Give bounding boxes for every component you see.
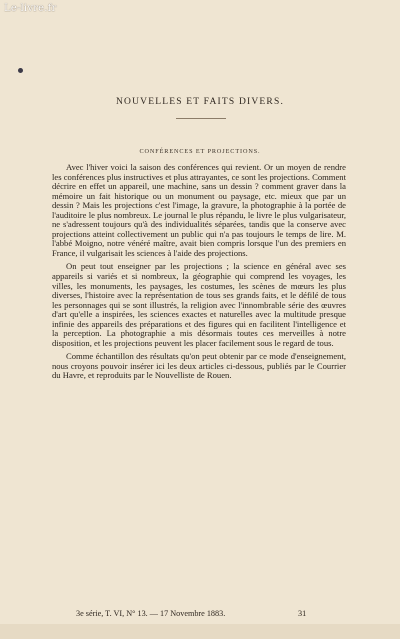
paragraph: On peut tout enseigner par les projections ; la science en général avec ses appareils si variés et si nombreux, la géographie qui comprend les voyages, les villes, les monuments, les paysages, les costumes, les scènes de mœurs les plus diverses, l'histoire avec la représentation de tous ses grands faits, et le défilé de tous les personnages qui se sont illustrés, la religion avec l'innombrable série des œuvres d'art qu'elle a inspirées, les sciences exactes et naturelles avec la multitude presque infinie des appareils des préparations et des figures qui en facilitent l'intelligence et la perception. La photographie a mis désormais toutes ces merveilles à notre disposition, et les projections peuvent les placer facilement sous le regard de tous. bbox=[52, 261, 346, 348]
page-number: 31 bbox=[298, 609, 307, 618]
section-title: NOUVELLES ET FAITS DIVERS. bbox=[115, 97, 285, 107]
ink-speck bbox=[18, 68, 23, 73]
watermark: Le-livre.fr bbox=[4, 3, 57, 14]
page-bottom-edge bbox=[0, 624, 400, 639]
paragraph: Comme échantillon des résultats qu'on peut obtenir par ce mode d'enseignement, nous croyons pouvoir insérer ici les deux articles ci-dessous, publiés par le Courrier du Havre, et reproduits par le Nouvelliste de Rouen. bbox=[52, 351, 346, 381]
title-rule bbox=[176, 118, 226, 119]
article-subtitle: CONFÉRENCES ET PROJECTIONS. bbox=[139, 148, 261, 155]
article-body bbox=[52, 163, 346, 385]
paragraph: Avec l'hiver voici la saison des conférences qui revient. Or un moyen de rendre les conférences plus instructives et plus attrayantes, ce sont les projections. Comment décrire en effet un appareil, une machine, sans un dessin ? comment graver dans la mémoire un fait historique ou un monument ou paysage, etc. mieux que par un dessin ? Mais les projections c'est l'image, la gravure, la photographie à la portée de l'auditoire le plus nombreux. Le journal le plus répandu, le livre le plus vulgarisateur, ne s'adressent toujours qu'à des individualités séparées, tandis que la conserve avec projections atteint collectivement un public qui n'a pas toujours le temps de lire. M. l'abbé Moigno, notre vénéré maître, avait bien compris lorsque l'un des premiers en France, il vulgarisait les sciences à l'aide des projections. bbox=[52, 162, 346, 258]
series-info: 3e série, T. VI, N° 13. — 17 Novembre 1883. bbox=[76, 609, 226, 618]
